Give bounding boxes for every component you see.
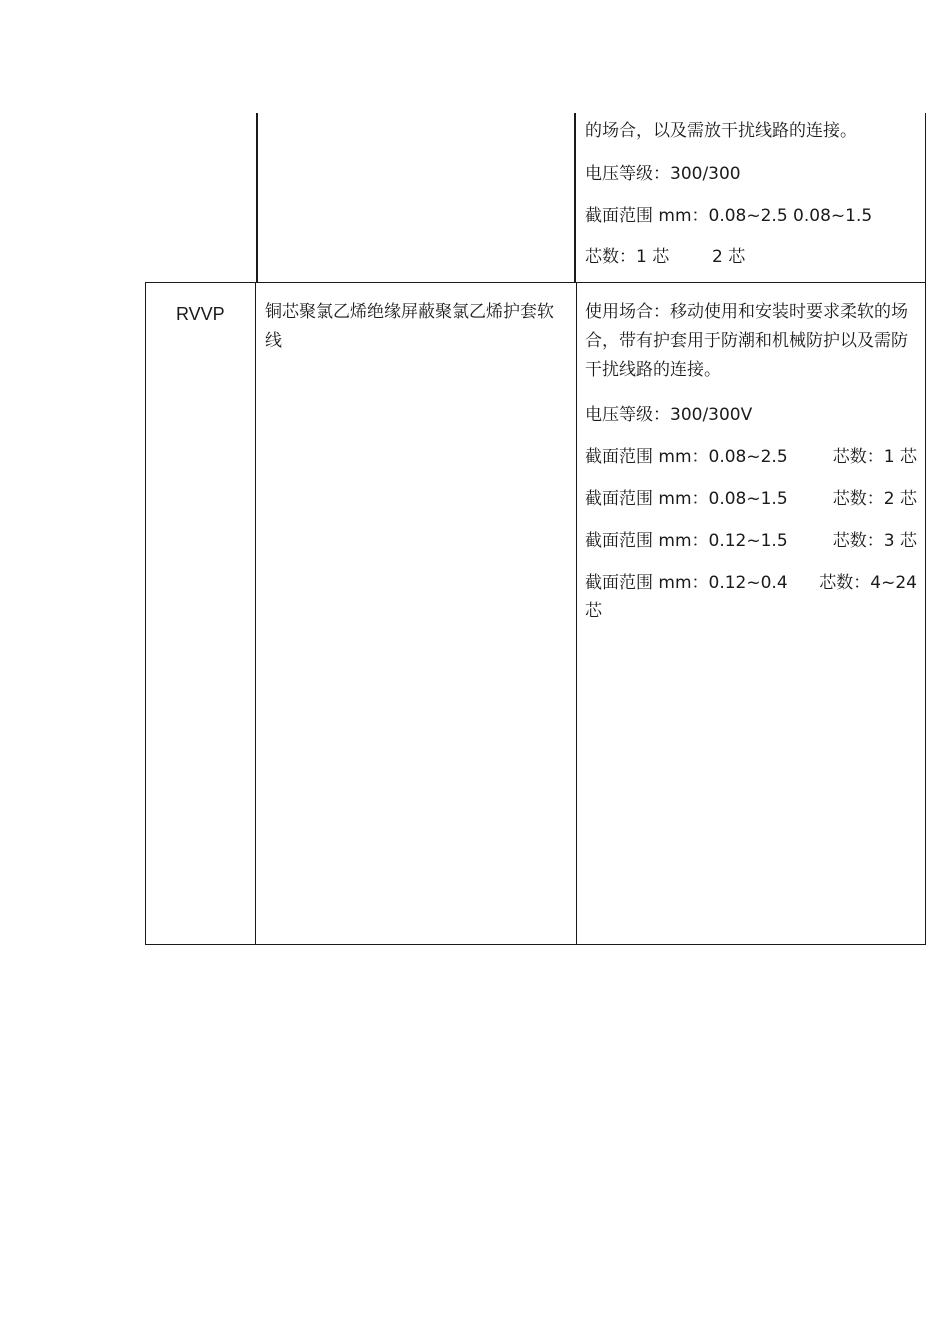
rvvp-spec-4-cores: 芯数：4~24 (819, 573, 917, 593)
column-divider-2-upper (574, 113, 576, 283)
rvvp-spec-3-section: 截面范围 mm：0.12~1.5 (585, 531, 788, 551)
rvvp-spec-2-section: 截面范围 mm：0.08~1.5 (585, 489, 788, 509)
column-divider-1-upper (256, 113, 258, 283)
rvvp-model-cell: RVVP (176, 304, 225, 324)
continued-cores-label: 芯数：1 芯 (585, 247, 670, 267)
row-divider (145, 282, 926, 283)
table-border-bottom (145, 944, 926, 945)
continued-cross-section: 截面范围 mm：0.08~2.5 0.08~1.5 (585, 206, 873, 226)
continued-cores-value-2: 2 芯 (712, 247, 746, 267)
rvvp-voltage: 电压等级：300/300V (585, 405, 753, 425)
rvvp-usage-text: 使用场合：移动使用和安装时要求柔软的场合，带有护套用于防潮和机械防护以及需防干扰线路的连接。 (585, 302, 908, 380)
rvvp-spec-1-cores: 芯数：1 芯 (832, 447, 917, 467)
table-border-right (925, 113, 926, 945)
continued-voltage: 电压等级：300/300 (585, 164, 741, 184)
rvvp-spec-4-wrap: 芯 (585, 601, 602, 621)
table-border-left (145, 283, 146, 945)
rvvp-spec-1-section: 截面范围 mm：0.08~2.5 (585, 447, 788, 467)
rvvp-spec-4-section: 截面范围 mm：0.12~0.4 (585, 573, 788, 593)
continued-usage-tail: 的场合，以及需放干扰线路的连接。 (585, 121, 857, 141)
column-divider-1-lower (255, 283, 256, 945)
column-divider-2-lower (576, 283, 577, 945)
rvvp-name-cell: 铜芯聚氯乙烯绝缘屏蔽聚氯乙烯护套软线 (265, 302, 554, 351)
rvvp-spec-2-cores: 芯数：2 芯 (832, 489, 917, 509)
rvvp-spec-3-cores: 芯数：3 芯 (832, 531, 917, 551)
